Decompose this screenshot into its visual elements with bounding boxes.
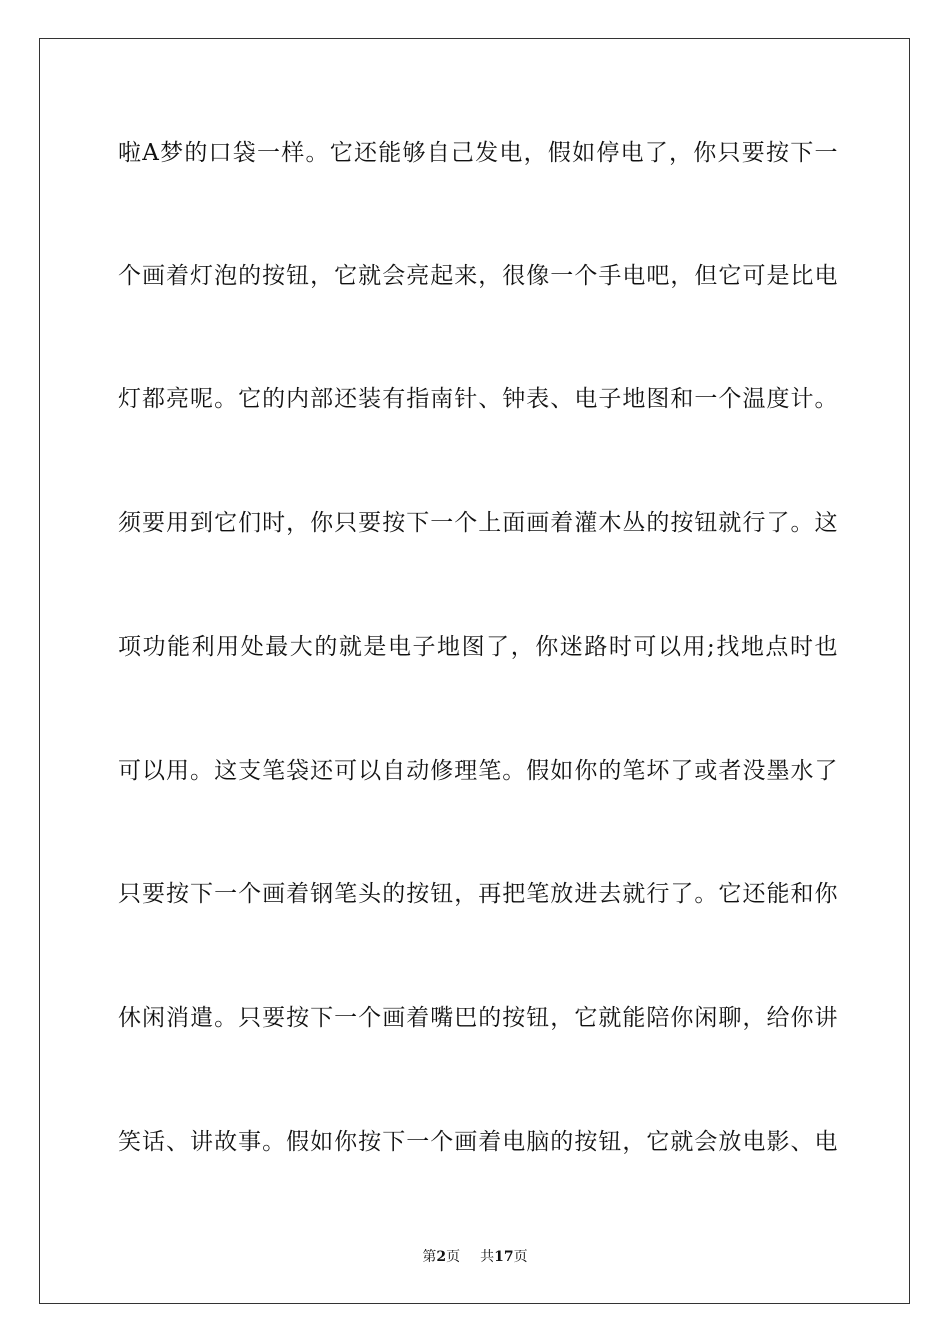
page-suffix: 页 (446, 1249, 461, 1265)
body-text-line: 只要按下一个画着钢笔头的按钮，再把笔放进去就行了。它还能和你 (118, 881, 838, 907)
body-text-line: 项功能利用处最大的就是电子地图了，你迷路时可以用;找地点时也 (118, 634, 838, 660)
total-prefix: 共 (480, 1249, 495, 1265)
body-text-line: 可以用。这支笔袋还可以自动修理笔。假如你的笔坏了或者没墨水了 (118, 758, 838, 784)
body-text-line: 笑话、讲故事。假如你按下一个画着电脑的按钮，它就会放电影、电 (118, 1129, 838, 1155)
total-pages: 17 (494, 1249, 514, 1265)
body-text-line: 须要用到它们时，你只要按下一个上面画着灌木丛的按钮就行了。这 (118, 510, 838, 536)
body-text-line: 休闲消遣。只要按下一个画着嘴巴的按钮，它就能陪你闲聊，给你讲 (118, 1005, 838, 1031)
page-number: 2 (436, 1249, 447, 1265)
total-suffix: 页 (513, 1249, 528, 1265)
body-text-line: 灯都亮呢。它的内部还装有指南针、钟表、电子地图和一个温度计。 (118, 386, 838, 412)
page-border (39, 38, 910, 1304)
body-text-line: 个画着灯泡的按钮，它就会亮起来，很像一个手电吧，但它可是比电 (118, 263, 838, 289)
body-text-line: 啦A梦的口袋一样。它还能够自己发电，假如停电了，你只要按下一 (118, 140, 838, 166)
page-footer (0, 1248, 950, 1266)
page-prefix: 第 (422, 1249, 437, 1265)
